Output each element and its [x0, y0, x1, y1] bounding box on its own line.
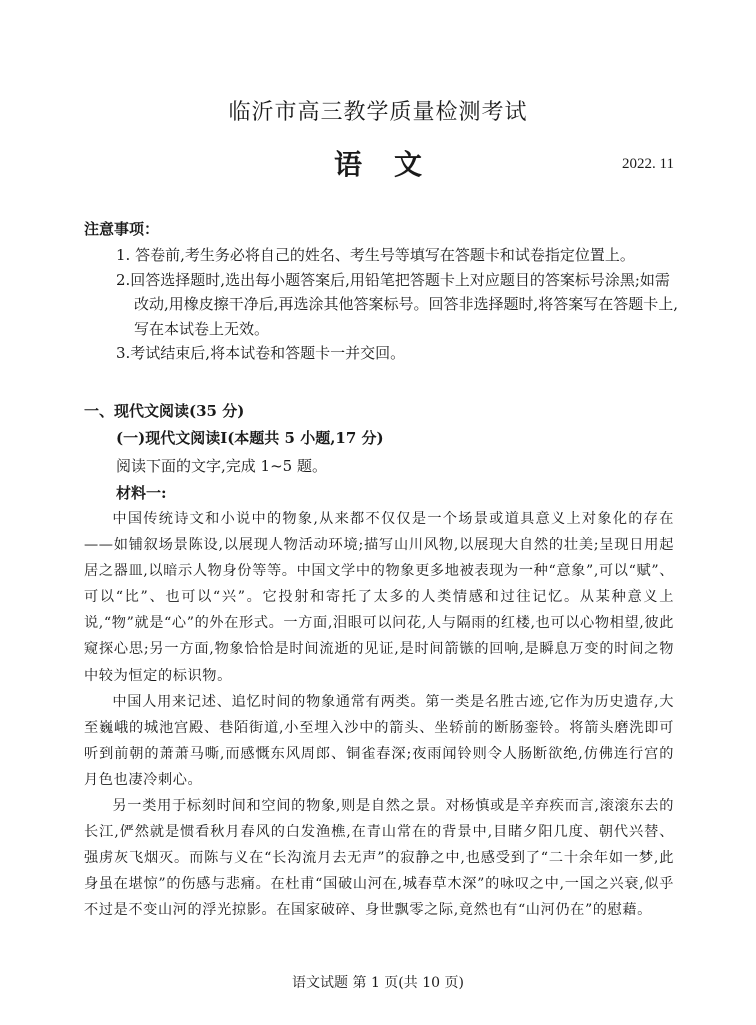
paragraph: 另一类用于标刻时间和空间的物象,则是自然之景。对杨慎或是辛弃疾而言,滚滚东去的长江,俨然就是惯看秋月春风的白发渔樵,在青山常在的背景中,目睹夕阳几度、朝代兴替、强虏灰飞烟灭。而陈与义在“长沟流月去无声”的寂静之中,也感受到了“二十余年如一梦,此身虽在堪惊”的伤感与悲痛。在杜甫“国破山河在,城春草木深”的咏叹之中,一国之兴衰,似乎不过是不变山河的浮光掠影。在国家破碎、身世飘零之际,竟然也有“山河仍在”的慰藉。 [84, 798, 674, 919]
reading-instruction: 阅读下面的文字,完成 1~5 题。 [116, 457, 327, 475]
material-label: 材料一: [116, 484, 167, 502]
exam-title: 临沂市高三教学质量检测考试 [228, 100, 528, 125]
notice-heading: 注意事项： [84, 220, 160, 238]
notice-list [116, 243, 682, 366]
material-text [84, 506, 674, 924]
subject-title: 语文 [333, 148, 454, 181]
page-footer: 语文试题 第 1 页(共 10 页) [292, 975, 464, 991]
notice-item: 2.回答选择题时,选出每小题答案后,用铅笔把答题卡上对应题目的答案标号涂黑;如需改动,用橡皮擦干净后,再选涂其他答案标号。回答非选择题时,将答案写在答题卡上,写在本试卷上无效。 [116, 270, 679, 338]
subsection-heading: (一)现代文阅读Ⅰ(本题共 5 小题,17 分) [116, 429, 384, 447]
notice-item: 3.考试结束后,将本试卷和答题卡一并交回。 [116, 344, 406, 362]
notice-item: 1. 答卷前,考生务必将自己的姓名、考生号等填写在答题卡和试卷指定位置上。 [116, 246, 635, 264]
paragraph: 中国人用来记述、追忆时间的物象通常有两类。第一类是名胜古迹,它作为历史遗存,大至巍峨的城池宫殿、巷陌街道,小至埋入沙中的箭头、坐轿前的断肠銮铃。将箭头磨洗即可听到前朝的萧萧马嘶,而感慨东风周郎、铜雀春深;夜雨闻铃则令人肠断欲绝,仿佛连行宫的月色也凄冷刺心。 [84, 693, 674, 788]
paragraph: 中国传统诗文和小说中的物象,从来都不仅仅是一个场景或道具意义上对象化的存在——如铺叙场景陈设,以展现人物活动环境;描写山川风物,以展现大自然的壮美;呈现日用起居之器皿,以暗示人物身份等等。中国文学中的物象更多地被表现为一种“意象”,可以“赋”、可以“比”、也可以“兴”。它投射和寄托了太多的人类情感和过往记忆。从某种意义上说,“物”就是“心”的外在形式。一方面,泪眼可以问花,人与隔雨的红楼,也可以心物相望,彼此窥探心思;另一方面,物象恰恰是时间流逝的见证,是时间箭镞的回响,是瞬息万变的时间之物中较为恒定的标识物。 [84, 511, 674, 684]
exam-date: 2022. 11 [622, 156, 674, 172]
section-heading: 一、现代文阅读(35 分) [84, 402, 245, 420]
